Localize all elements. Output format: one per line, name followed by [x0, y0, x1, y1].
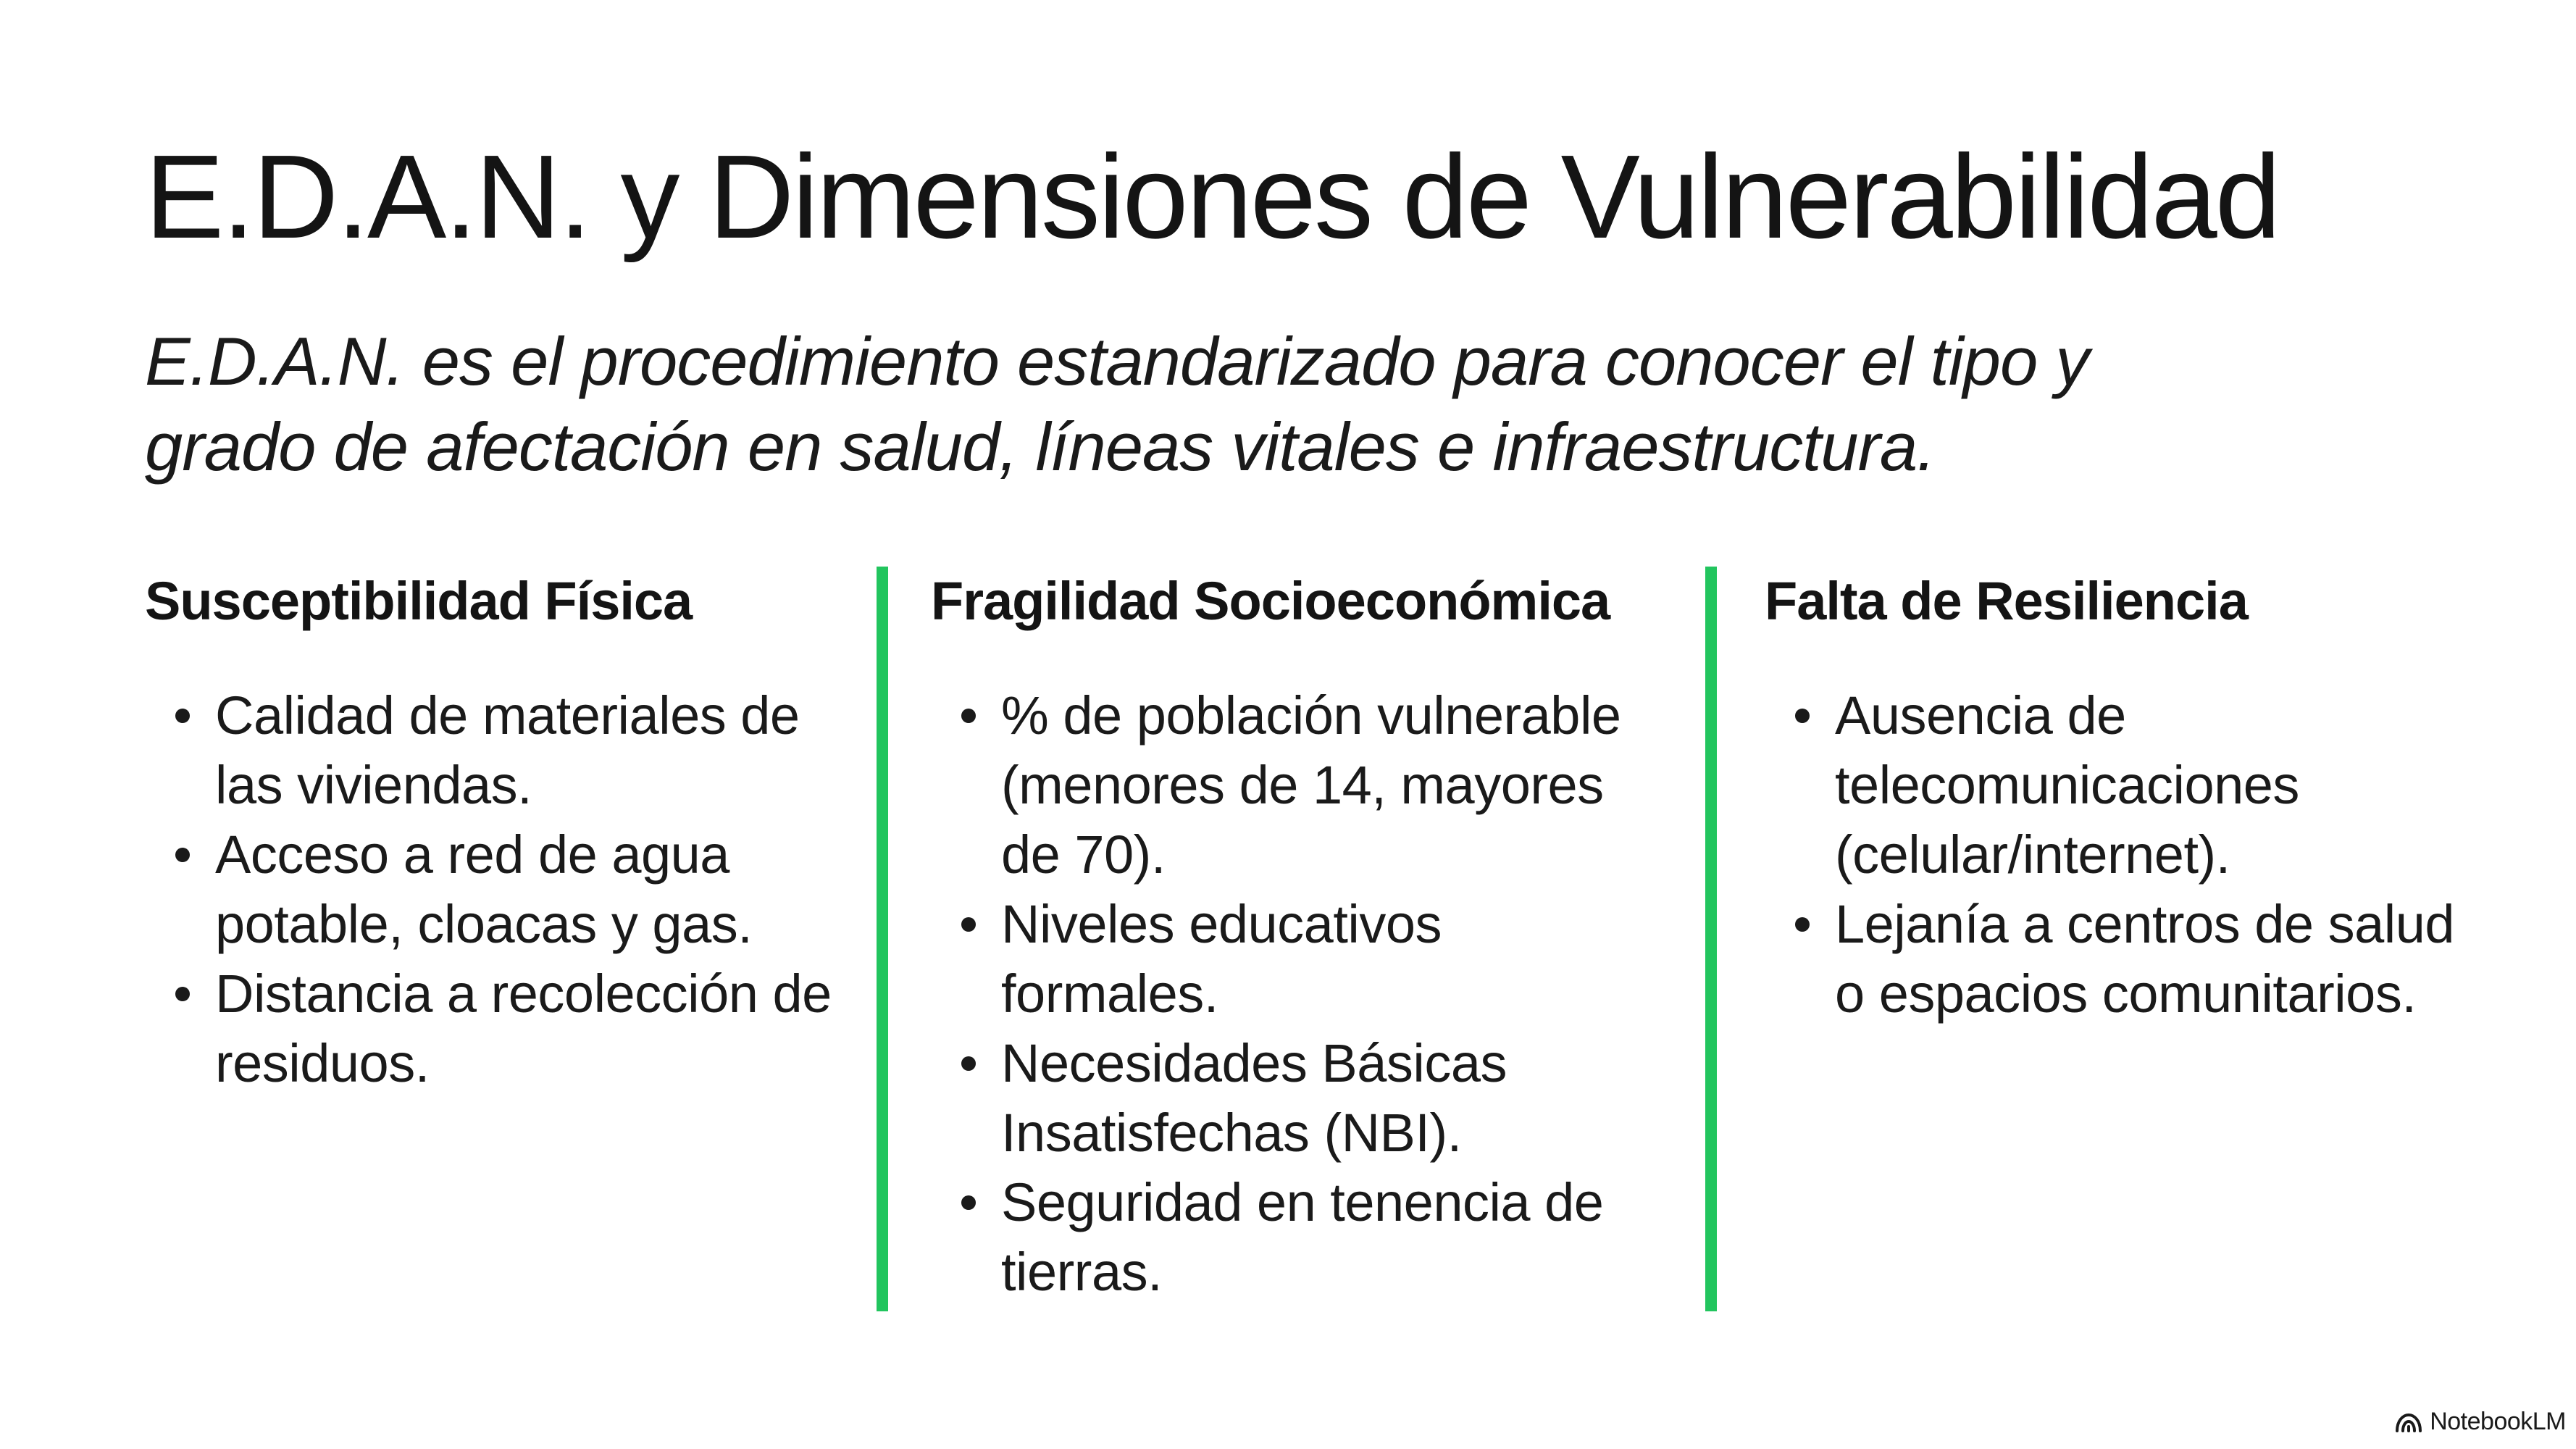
- list-item: [931, 1029, 1670, 1168]
- column-divider: [877, 567, 888, 1311]
- column-list: [1765, 681, 2460, 1029]
- list-item-text: Ausencia de telecomunicaciones (celular/internet).: [1835, 685, 2299, 885]
- list-item: [145, 681, 840, 820]
- list-item-text: Niveles educativos formales.: [1001, 894, 1442, 1024]
- column-heading: Susceptibilidad Física: [145, 571, 693, 631]
- list-item-text: Distancia a recolección de residuos.: [215, 964, 832, 1093]
- column-heading: Falta de Resiliencia: [1765, 571, 2248, 631]
- subtitle-line-2: grado de afectación en salud, líneas vitales e infraestructura.: [145, 409, 1936, 485]
- bullet-icon: [961, 709, 976, 723]
- column-list: [931, 681, 1670, 1307]
- bullet-icon: [175, 709, 190, 723]
- list-item-text: Calidad de materiales de las viviendas.: [215, 685, 800, 815]
- subtitle-line-1: E.D.A.N. es el procedimiento estandarizado para conocer el tipo y: [145, 323, 2089, 399]
- bullet-icon: [1795, 709, 1810, 723]
- list-item-text: Lejanía a centros de salud o espacios comunitarios.: [1835, 894, 2455, 1024]
- bullet-icon: [175, 848, 190, 862]
- list-item: [931, 890, 1670, 1029]
- bullet-icon: [961, 917, 976, 932]
- list-item: [931, 1168, 1670, 1307]
- bullet-icon: [961, 1056, 976, 1071]
- list-item-text: Necesidades Básicas Insatisfechas (NBI).: [1001, 1033, 1507, 1163]
- column-fragilidad-socioeconomica: [931, 565, 1670, 1307]
- list-item: [1765, 890, 2460, 1029]
- bullet-icon: [961, 1195, 976, 1210]
- brand-label: NotebookLM: [2430, 1408, 2566, 1435]
- column-divider: [1705, 567, 1717, 1311]
- list-item-text: % de población vulnerable (menores de 14, mayores de 70).: [1001, 685, 1621, 885]
- list-item: [931, 681, 1670, 890]
- list-item: [1765, 681, 2460, 890]
- column-falta-de-resiliencia: [1765, 565, 2460, 1029]
- list-item-text: Seguridad en tenencia de tierras.: [1001, 1172, 1604, 1302]
- column-susceptibilidad-fisica: [145, 565, 840, 1098]
- list-item: [145, 959, 840, 1098]
- bullet-icon: [1795, 917, 1810, 932]
- list-item: [145, 820, 840, 959]
- column-heading: Fragilidad Socioeconómica: [931, 571, 1610, 631]
- slide-title: E.D.A.N. y Dimensiones de Vulnerabilidad: [145, 130, 2279, 263]
- list-item-text: Acceso a red de agua potable, cloacas y gas.: [215, 824, 753, 954]
- notebooklm-logo-icon: [2395, 1412, 2422, 1432]
- bullet-icon: [175, 987, 190, 1001]
- notebooklm-branding: [2395, 1408, 2566, 1436]
- column-list: [145, 681, 840, 1098]
- slide-subtitle: [145, 319, 2391, 490]
